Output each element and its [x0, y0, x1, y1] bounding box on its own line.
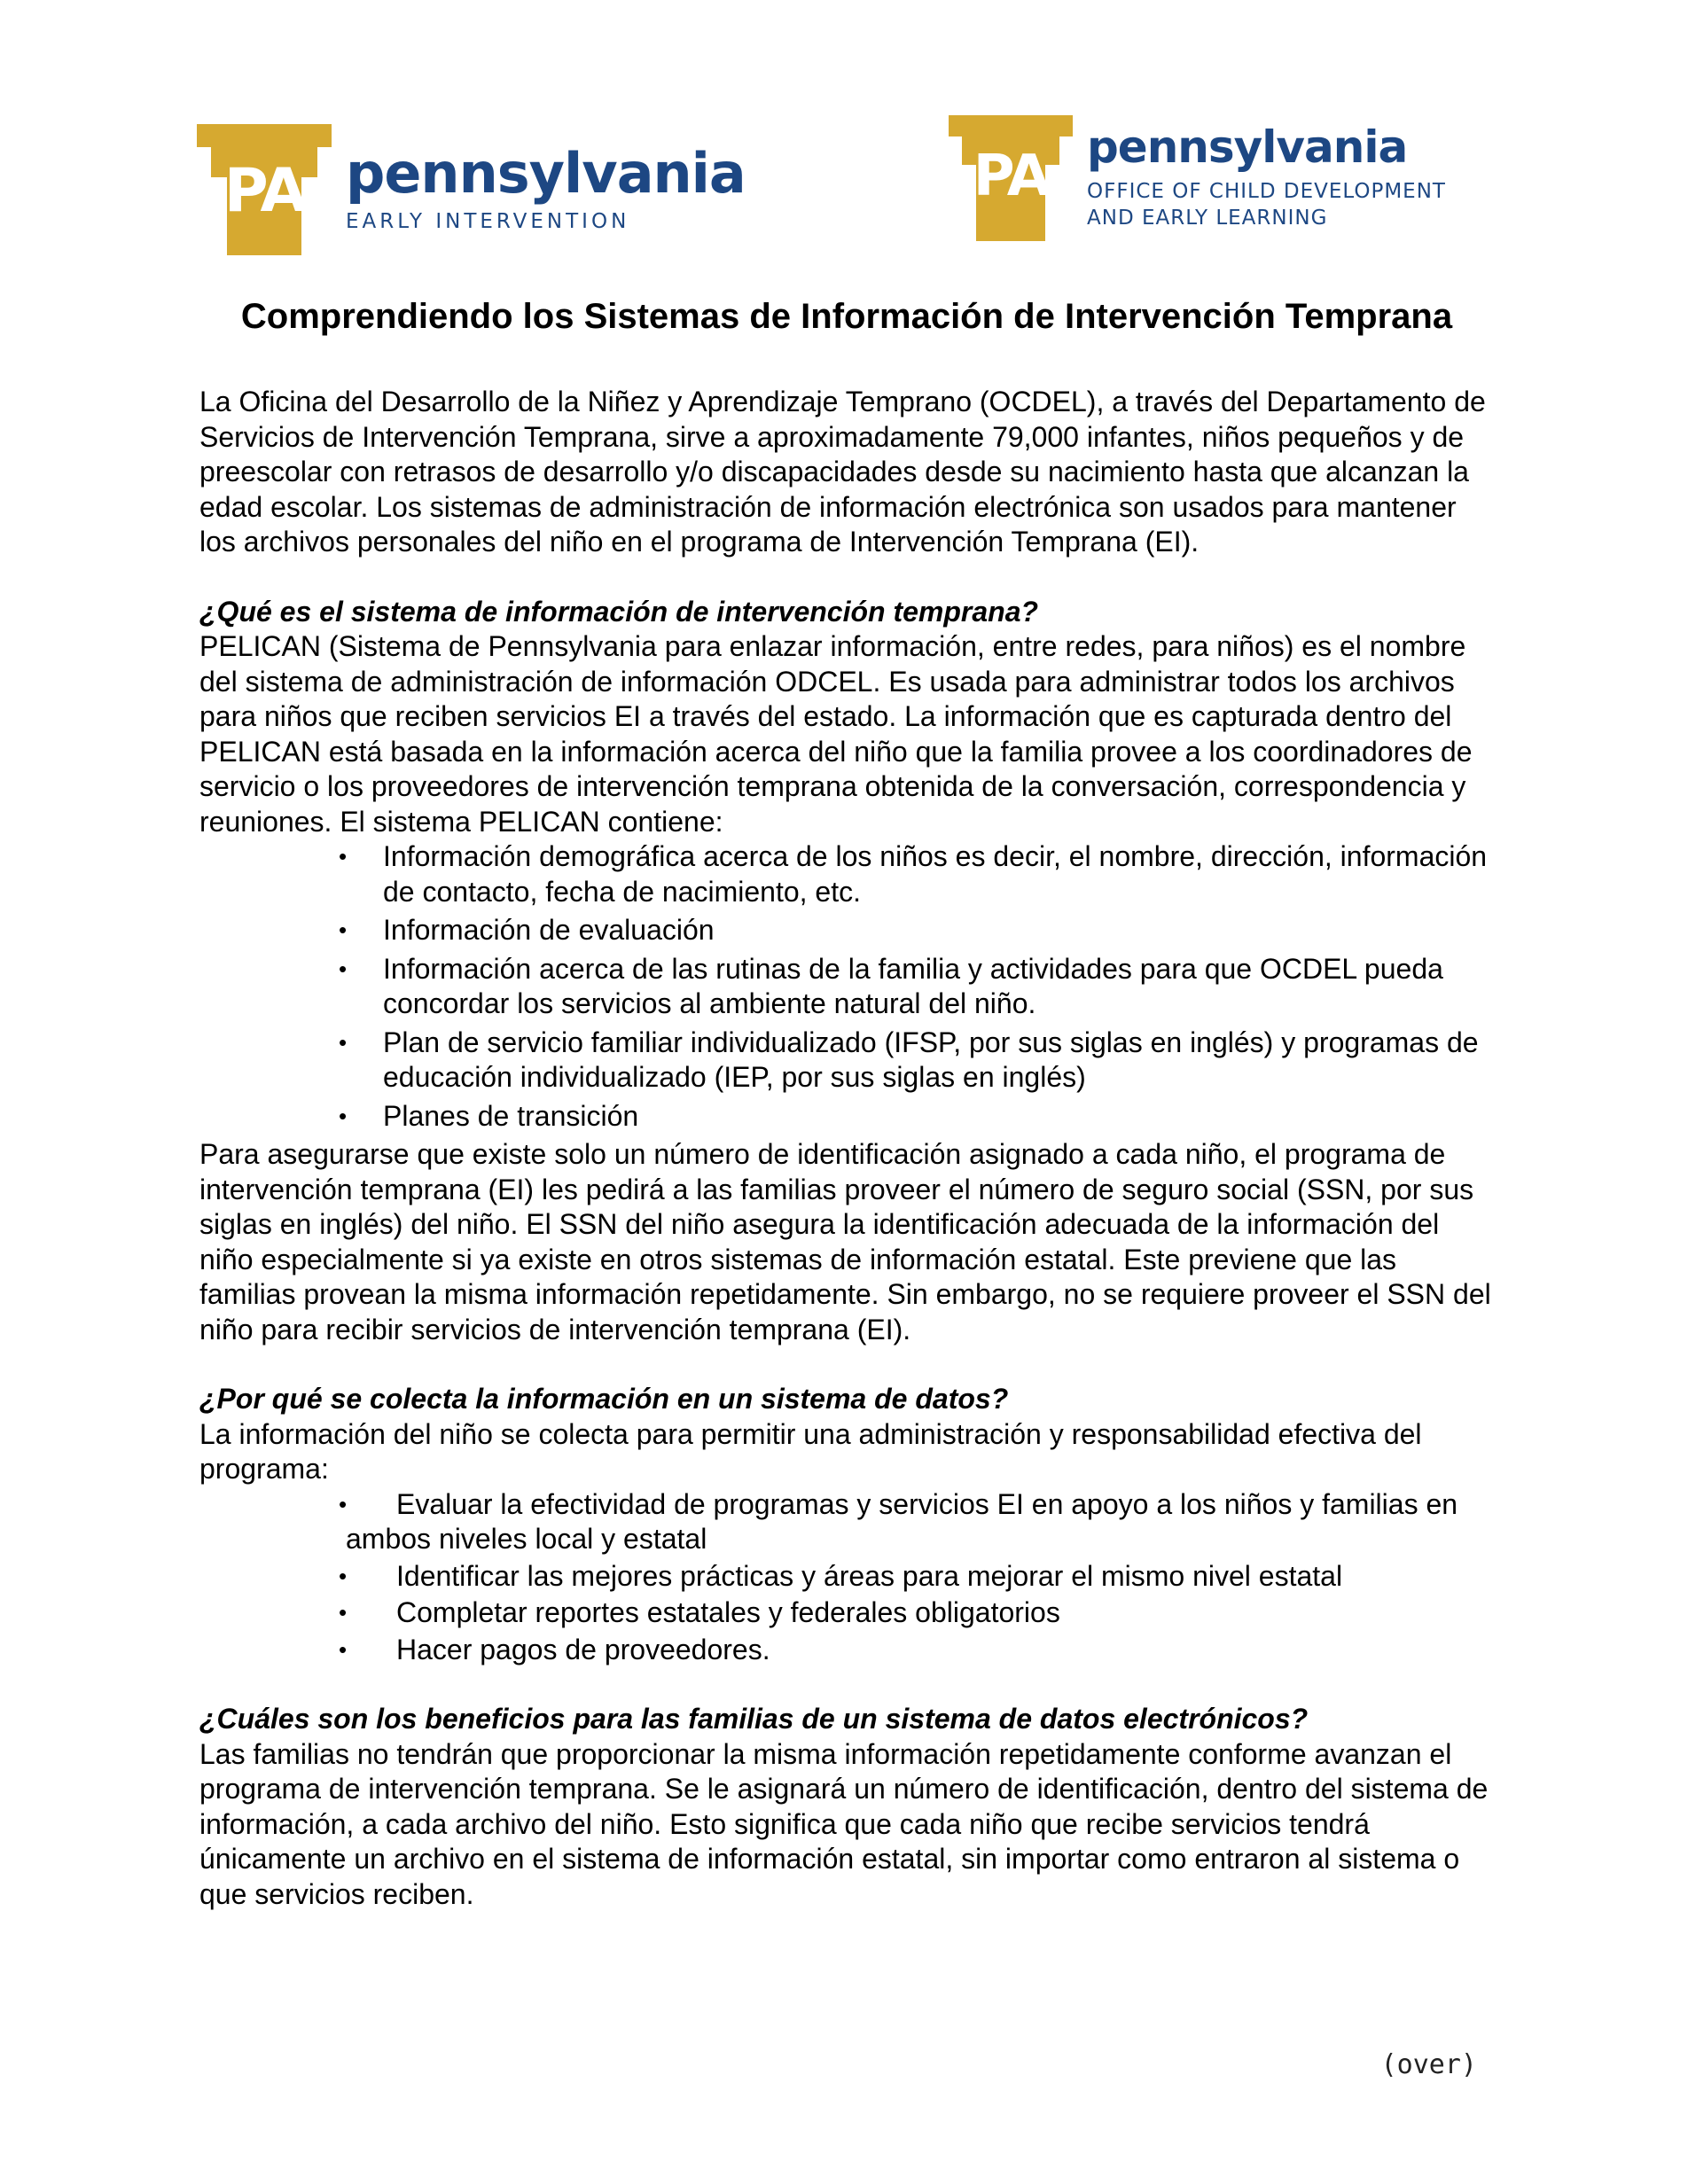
- list-item: • Completar reportes estatales y federales obligatorios: [199, 1595, 1494, 1631]
- keystone-badge-text: PA: [223, 156, 305, 226]
- list-item: • Plan de servicio familiar individualizado (IFSP, por sus siglas en inglés) y programas de educación individualizado (IEP, por sus siglas en inglés): [339, 1026, 1479, 1093]
- bullet-icon: •: [339, 916, 348, 943]
- keystone-badge-icon: [197, 124, 332, 255]
- section-paragraph: La información del niño se colecta para permitir una administración y responsabilidad efectiva del programa:: [199, 1417, 1422, 1485]
- bullet-list: [199, 839, 1494, 1134]
- bullet-icon: •: [339, 1490, 348, 1517]
- list-item: • Hacer pagos de proveedores.: [199, 1633, 1494, 1668]
- bullet-icon: •: [339, 843, 348, 870]
- section-what-is: [199, 595, 1494, 1348]
- bullet-list: [199, 1487, 1494, 1668]
- bullet-icon: •: [339, 1102, 348, 1129]
- bullet-icon: •: [339, 1599, 348, 1626]
- wordmark-state: pennsylvania: [1087, 121, 1408, 173]
- section-heading: ¿Por qué se colecta la información en un sistema de datos?: [199, 1383, 1009, 1415]
- document-title: Comprendiendo los Sistemas de Información de Intervención Temprana: [240, 297, 1453, 336]
- bullet-icon: •: [339, 955, 348, 982]
- list-item: • Información demográfica acerca de los niños es decir, el nombre, dirección, información de contacto, fecha de nacimiento, etc.: [339, 840, 1488, 908]
- intro-paragraph: La Oficina del Desarrollo de la Niñez y Aprendizaje Temprano (OCDEL), a través del Departamento de Servicios de Intervención Temprana, sirve a aproximadamente 79,000 infantes, niños pequeños y de preescolar con retrasos de desarrollo y/o discapacidades desde su nacimiento hasta que alcanzan la edad escolar. Los sistemas de administración de información electrónica son usados para mantener los archivos personales del niño en el programa de Intervención Temprana (EI).: [199, 386, 1486, 558]
- logo-early-intervention: [197, 124, 746, 255]
- keystone-badge-text: PA: [973, 144, 1049, 209]
- section-paragraph-after-list: Para asegurarse que existe solo un número de identificación asignado a cada niño, el programa de intervención temprana (EI) les pedirá a las familias proveer el número de seguro social (SSN, por sus siglas en inglés) del niño. El SSN del niño asegura la identificación adecuada de la información del niño especialmente si ya existe en otros sistemas de información estatal. Este previene que las familias provean la misma información repetidamente. Sin embargo, no se requiere proveer el SSN del niño para recibir servicios de intervención temprana (EI).: [199, 1138, 1491, 1346]
- keystone-badge-icon: [949, 115, 1073, 241]
- wordmark-subtitle-line2: AND EARLY LEARNING: [1087, 207, 1328, 230]
- section-heading: ¿Qué es el sistema de información de intervención temprana?: [199, 595, 1039, 628]
- document-body: [199, 294, 1494, 1912]
- page-turn-note: (over): [1380, 2049, 1477, 2080]
- bullet-icon: •: [339, 1635, 348, 1663]
- wordmark: [1087, 121, 1446, 231]
- wordmark: [346, 141, 746, 233]
- wordmark-subtitle: EARLY INTERVENTION: [346, 210, 630, 233]
- section-paragraph: Las familias no tendrán que proporcionar la misma información repetidamente conforme avanzan el programa de intervención temprana. Se le asignará un número de identificación, dentro del sistema de información, a cada archivo del niño. Esto significa que cada niño que recibe servicios tendrá únicamente un archivo en el sistema de información estatal, sin importar como entraron al sistema o que servicios reciben.: [199, 1737, 1489, 1910]
- list-item: • Información de evaluación: [199, 913, 1494, 948]
- wordmark-subtitle-line1: OFFICE OF CHILD DEVELOPMENT: [1087, 180, 1446, 203]
- logo-ocdel: [949, 115, 1446, 241]
- bullet-icon: •: [339, 1028, 348, 1056]
- list-item: • Evaluar la efectividad de programas y servicios EI en apoyo a los niños y familias en ambos niveles local y estatal: [339, 1487, 1458, 1555]
- section-paragraph: PELICAN (Sistema de Pennsylvania para enlazar información, entre redes, para niños) es el nombre del sistema de administración de información ODCEL. Es usada para administrar todos los archivos para niños que reciben servicios EI a través del estado. La información que es capturada dentro del PELICAN está basada en la información acerca del niño que la familia provee a los coordinadores de servicio o los proveedores de intervención temprana obtenida de la conversación, correspondencia y reuniones. El sistema PELICAN contiene:: [199, 630, 1473, 838]
- list-item: • Identificar las mejores prácticas y áreas para mejorar el mismo nivel estatal: [199, 1559, 1494, 1595]
- wordmark-state: pennsylvania: [346, 141, 746, 206]
- bullet-icon: •: [339, 1562, 348, 1589]
- list-item: • Planes de transición: [199, 1099, 1494, 1135]
- section-benefits: [199, 1702, 1494, 1912]
- list-item: • Información acerca de las rutinas de la familia y actividades para que OCDEL pueda concordar los servicios al ambiente natural del niño.: [339, 952, 1443, 1019]
- section-heading: ¿Cuáles son los beneficios para las familias de un sistema de datos electrónicos?: [199, 1703, 1309, 1735]
- section-why-collect: [199, 1382, 1494, 1667]
